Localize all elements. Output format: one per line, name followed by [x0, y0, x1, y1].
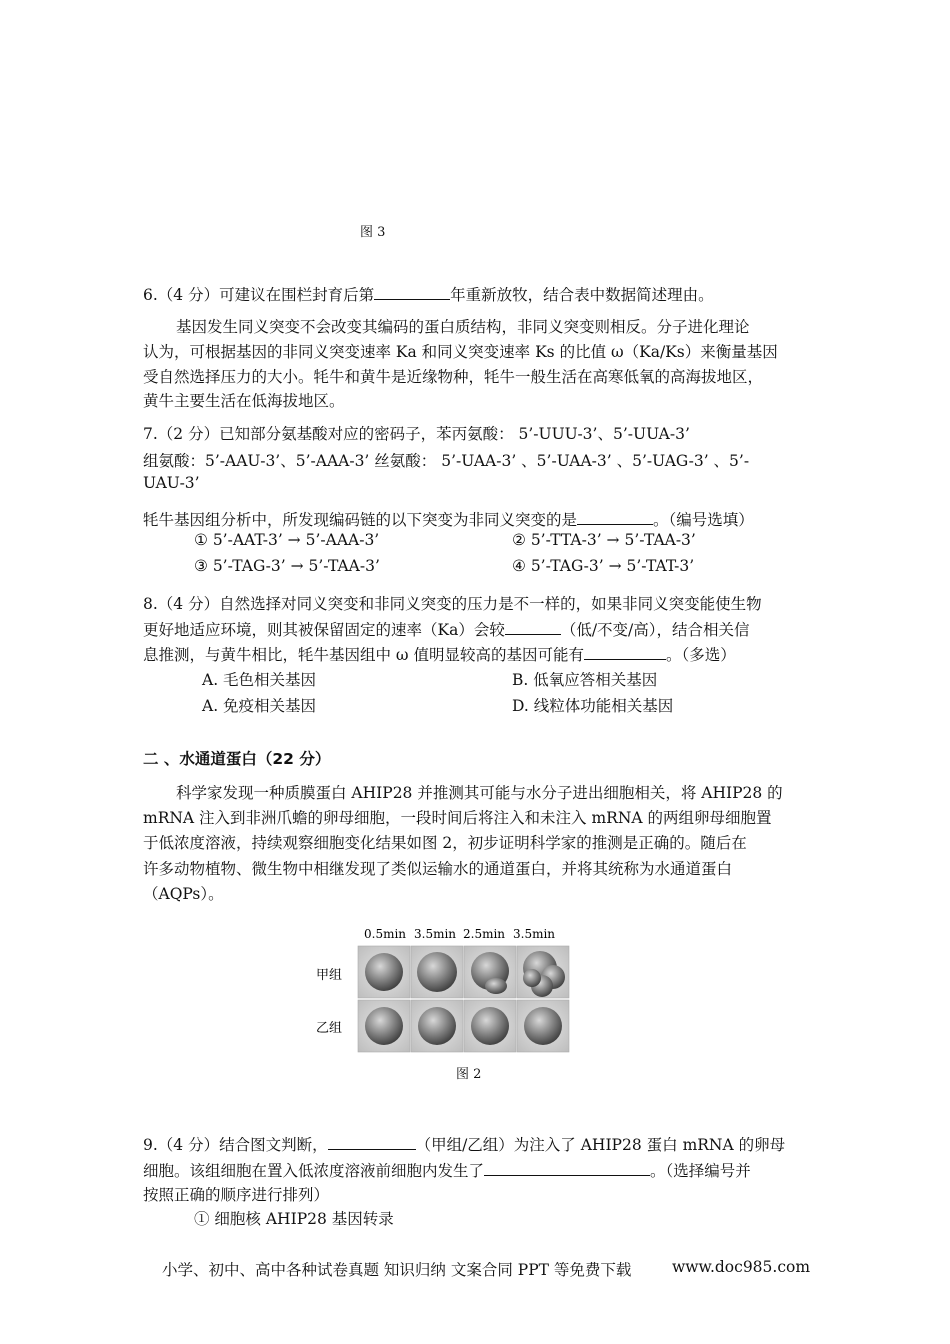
- figure-2: [310, 922, 590, 1062]
- question-9-line-1: [143, 1132, 785, 1155]
- question-8-option-b: B. 低氧应答相关基因: [512, 671, 658, 689]
- question-7-option-2: ② 5’-TTA-3’ → 5’-TAA-3’: [512, 531, 696, 549]
- oocyte-yi-1: [365, 1007, 403, 1045]
- question-8-text-post: （低/不变/高），结合相关信: [560, 621, 750, 639]
- question-9-answer-blank-2[interactable]: [484, 1158, 650, 1176]
- question-6-text-post: 年重新放牧，结合表中数据简述理由。: [450, 286, 714, 304]
- question-9-option-1: ① 细胞核 AHIP28 基因转录: [194, 1210, 394, 1228]
- paragraph-2-line-4: 许多动物植物、微生物中相继发现了类似运输水的通道蛋白，并将其统称为水通道蛋白: [143, 860, 733, 878]
- oocyte-jia-1: [365, 953, 403, 991]
- oocyte-jia-4-bleb-3: [523, 969, 541, 987]
- paragraph-1-line-1: 基因发生同义突变不会改变其编码的蛋白质结构，非同义突变则相反。分子进化理论: [176, 318, 750, 336]
- question-8-option-d: D. 线粒体功能相关基因: [512, 697, 674, 715]
- time-label-4: 3.5min: [513, 927, 556, 941]
- paragraph-2-line-2: mRNA 注入到非洲爪蟾的卵母细胞，一段时间后将注入和未注入 mRNA 的两组卵母细胞置: [143, 809, 772, 827]
- question-7-line-2: 组氨酸：5’-AAU-3’、5’-AAA-3’ 丝氨酸： 5’-UAA-3’ 、5’-UAA-3’ 、5’-UAG-3’ 、5’-: [143, 452, 750, 470]
- figure-2-caption: 图 2: [456, 1067, 482, 1082]
- question-8-option-a: A. 毛色相关基因: [202, 671, 317, 689]
- question-6: [143, 282, 714, 305]
- question-9-line-2: [143, 1158, 751, 1181]
- question-7-option-1: ① 5’-AAT-3’ → 5’-AAA-3’: [194, 531, 380, 549]
- question-9-text-pre: 9.（4 分）结合图文判断，: [143, 1136, 328, 1154]
- question-7-line-4: [143, 507, 754, 530]
- paragraph-2-line-5: （AQPs）。: [143, 885, 224, 903]
- question-7-line-1: 7.（2 分）已知部分氨基酸对应的密码子，苯丙氨酸： 5’-UUU-3’、5’-UUA-3’: [143, 425, 690, 443]
- oocyte-yi-3: [471, 1007, 509, 1045]
- oocyte-yi-4: [524, 1007, 562, 1045]
- question-8-option-a2: A. 免疫相关基因: [202, 697, 317, 715]
- paragraph-1-line-4: 黄牛主要生活在低海拔地区。: [143, 392, 345, 410]
- row-label-yi: 乙组: [316, 1021, 343, 1036]
- question-6-answer-blank[interactable]: [374, 282, 450, 300]
- paragraph-2-line-3: 于低浓度溶液，持续观察细胞变化结果如图 2，初步证明科学家的推测是正确的。随后在: [143, 834, 747, 852]
- question-9-text-post: （甲组/乙组）为注入了 AHIP28 蛋白 mRNA 的卵母: [415, 1136, 786, 1154]
- question-7-line-3: UAU-3’: [143, 474, 200, 492]
- paragraph-2-line-1: 科学家发现一种质膜蛋白 AHIP28 并推测其可能与水分子进出细胞相关，将 AHIP28 的: [176, 784, 783, 802]
- time-label-2: 3.5min: [414, 927, 457, 941]
- footer-url[interactable]: www.doc985.com: [672, 1258, 811, 1276]
- question-8-text-post-2: 。（多选）: [666, 646, 736, 664]
- figure-3-caption: 图 3: [360, 225, 386, 240]
- question-6-text-pre: 6.（4 分）可建议在围栏封育后第: [143, 286, 375, 304]
- question-9-text-pre-2: 细胞。该组细胞在置入低浓度溶液前细胞内发生了: [143, 1162, 485, 1180]
- question-8-answer-blank-1[interactable]: [505, 617, 561, 635]
- question-8-line-2: [143, 617, 750, 640]
- question-8-text-pre-2: 息推测，与黄牛相比，牦牛基因组中 ω 值明显较高的基因可能有: [143, 646, 584, 664]
- question-9-answer-blank-1[interactable]: [328, 1132, 416, 1150]
- time-label-1: 0.5min: [364, 927, 407, 941]
- paragraph-1-line-3: 受自然选择压力的大小。牦牛和黄牛是近缘物种，牦牛一般生活在高寒低氧的高海拔地区，: [143, 368, 764, 386]
- time-label-3: 2.5min: [463, 927, 506, 941]
- question-8-line-1: 8.（4 分）自然选择对同义突变和非同义突变的压力是不一样的，如果非同义突变能使生物: [143, 595, 762, 613]
- footer-text: 小学、初中、高中各种试卷真题 知识归纳 文案合同 PPT 等免费下载: [162, 1261, 632, 1279]
- question-9-line-3: 按照正确的顺序进行排列）: [143, 1186, 330, 1204]
- question-7-text-pre: 牦牛基因组分析中，所发现编码链的以下突变为非同义突变的是: [143, 511, 578, 529]
- row-label-jia: 甲组: [316, 968, 343, 983]
- oocyte-jia-3-bulge: [485, 978, 507, 994]
- paragraph-1-line-2: 认为，可根据基因的非同义突变速率 Ka 和同义突变速率 Ks 的比值 ω（Ka/Ks）来衡量基因: [143, 343, 778, 361]
- question-8-text-pre: 更好地适应环境，则其被保留固定的速率（Ka）会较: [143, 621, 505, 639]
- question-7-text-post: 。（编号选填）: [653, 511, 754, 529]
- oocyte-jia-2: [417, 952, 457, 992]
- question-7-option-3: ③ 5’-TAG-3’ → 5’-TAA-3’: [194, 557, 380, 575]
- question-7-answer-blank[interactable]: [577, 507, 653, 525]
- question-8-answer-blank-2[interactable]: [584, 642, 666, 660]
- section-2-title: 二 、水通道蛋白（22 分）: [143, 750, 331, 768]
- question-7-option-4: ④ 5’-TAG-3’ → 5’-TAT-3’: [512, 557, 695, 575]
- question-9-text-post-2: 。（选择编号并: [650, 1162, 751, 1180]
- oocyte-yi-2: [418, 1007, 456, 1045]
- question-8-line-3: [143, 642, 736, 665]
